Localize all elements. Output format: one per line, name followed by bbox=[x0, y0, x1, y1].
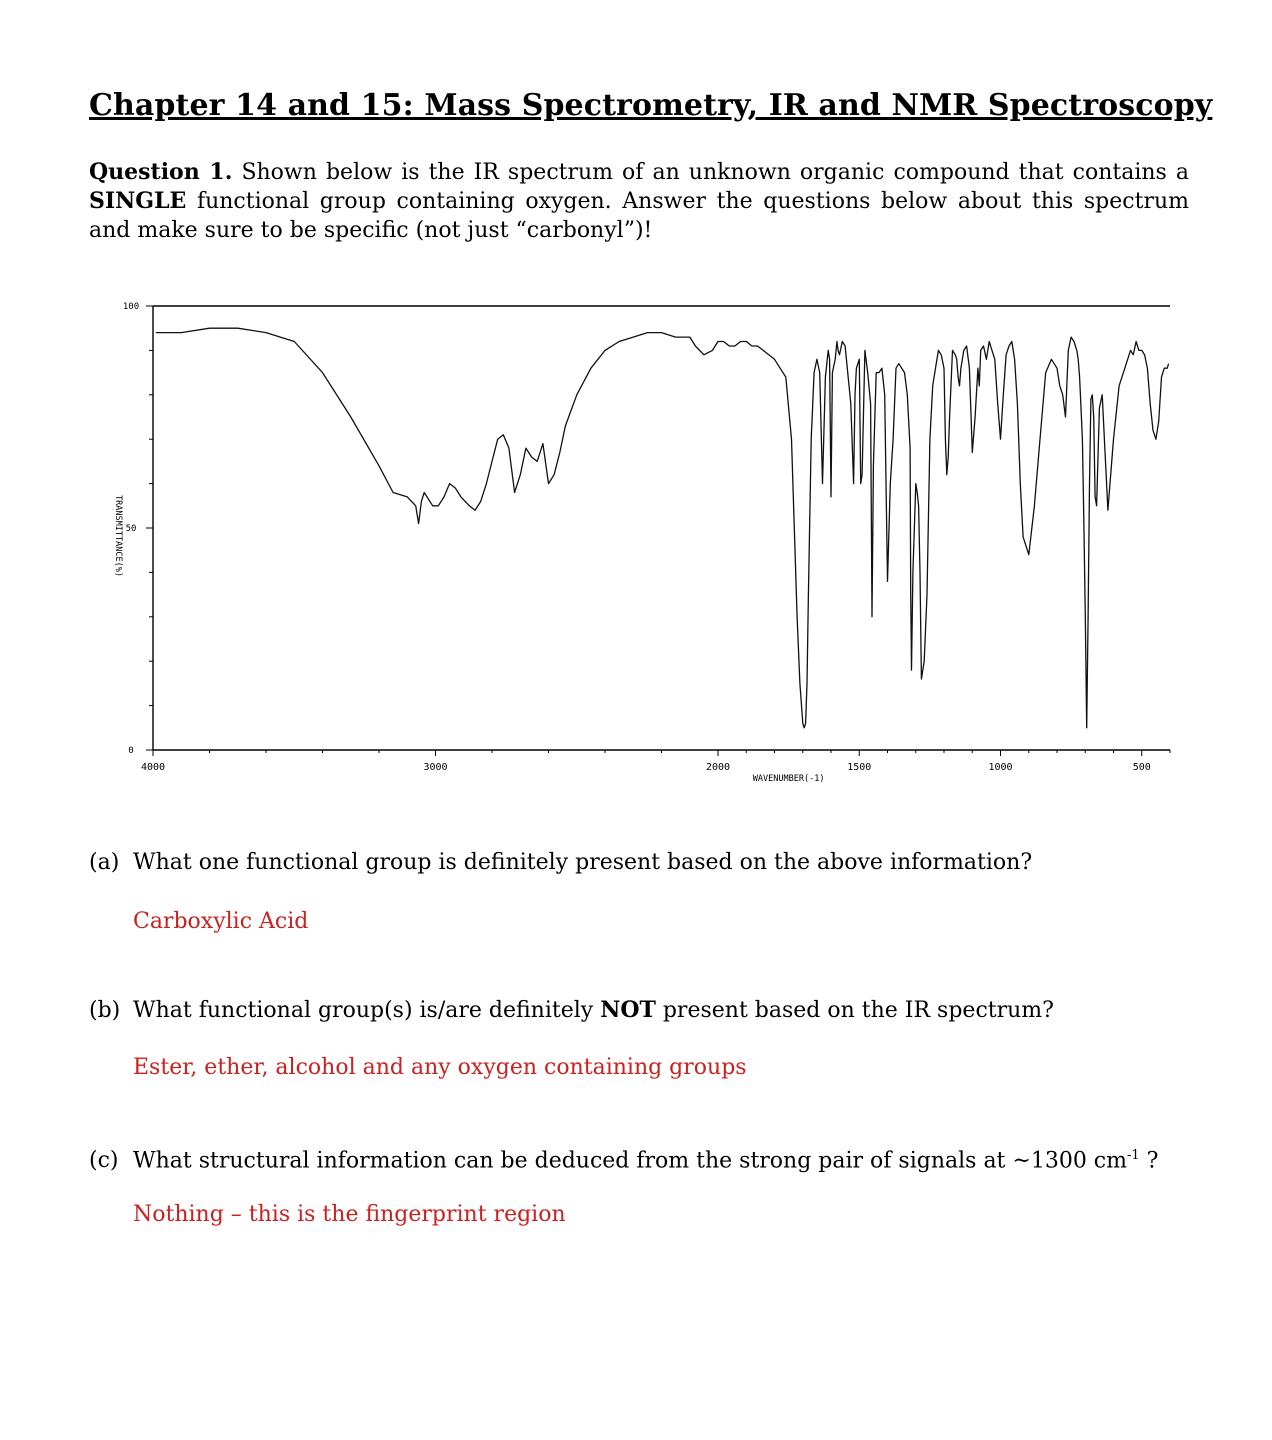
x-tick-label: 4000 bbox=[140, 762, 166, 773]
x-tick-label: 500 bbox=[1132, 762, 1151, 773]
x-tick-label: 1500 bbox=[847, 762, 872, 773]
part-c-label: (c) bbox=[89, 1148, 119, 1174]
question-1-text-b: functional group containing oxygen. Answer the questions below about this spectrum and make sure to be specific (not just “carbonyl”)! bbox=[89, 189, 1189, 243]
y-axis-title: TRANSMITTANCE(%) bbox=[113, 495, 123, 577]
part-a-question bbox=[89, 849, 1189, 877]
chart-ticks bbox=[113, 302, 1170, 784]
part-b-question bbox=[89, 996, 1189, 1025]
spectrum-line bbox=[156, 328, 1169, 728]
part-b-label: (b) bbox=[89, 998, 121, 1023]
y-tick-label: 0 bbox=[128, 746, 134, 756]
x-axis-title: WAVENUMBER(-1) bbox=[752, 774, 825, 784]
chart-series bbox=[156, 328, 1169, 728]
part-c-question-text-b: ? bbox=[1139, 1148, 1159, 1174]
part-c-question-text-a: What structural information can be deduced from the strong pair of signals at ~1300 cm bbox=[133, 1148, 1127, 1174]
question-1-text-a: Shown below is the IR spectrum of an unknown organic compound that contains a bbox=[232, 160, 1189, 185]
part-b-question-text-a: What functional group(s) is/are definitely bbox=[133, 998, 601, 1023]
part-b-question-text-b: present based on the IR spectrum? bbox=[655, 998, 1054, 1023]
question-1-emphasis: SINGLE bbox=[89, 188, 187, 214]
y-tick-label: 100 bbox=[122, 302, 140, 312]
question-1-intro bbox=[89, 158, 1189, 245]
question-1-label: Question 1. bbox=[89, 159, 233, 185]
y-tick-label: 50 bbox=[125, 524, 137, 534]
part-c-answer: Nothing – this is the fingerprint region bbox=[133, 1202, 566, 1227]
x-tick-label: 3000 bbox=[423, 762, 448, 773]
x-tick-label: 1000 bbox=[988, 762, 1013, 773]
part-a-label: (a) bbox=[89, 850, 120, 875]
x-tick-label: 2000 bbox=[705, 762, 731, 773]
part-b-question-bold: NOT bbox=[600, 997, 656, 1023]
part-a-answer: Carboxylic Acid bbox=[133, 909, 309, 934]
part-b-answer: Ester, ether, alcohol and any oxygen containing groups bbox=[133, 1055, 747, 1080]
chart-frame bbox=[153, 306, 1170, 750]
part-c-question bbox=[89, 1142, 1189, 1175]
ir-spectrum-chart bbox=[100, 295, 1180, 795]
page-title: Chapter 14 and 15: Mass Spectrometry, IR and NMR Spectroscopy bbox=[89, 88, 1213, 123]
part-c-question-sup: -1 bbox=[1127, 1148, 1140, 1163]
part-a-question-text: What one functional group is definitely present based on the above information? bbox=[133, 850, 1033, 875]
